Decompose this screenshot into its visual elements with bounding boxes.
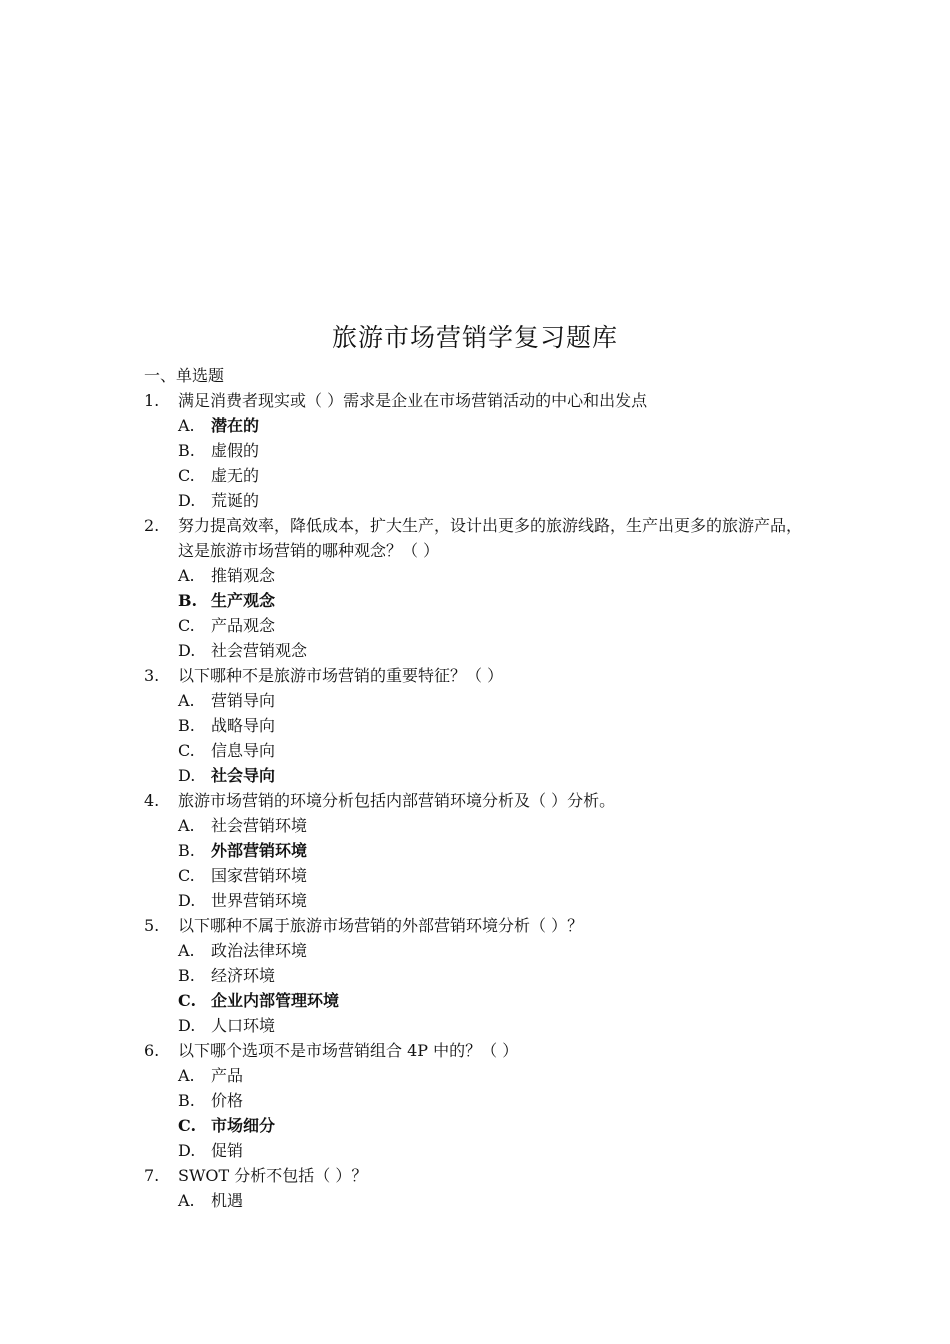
- option-letter: C.: [178, 1116, 197, 1135]
- option-letter: D.: [178, 766, 196, 785]
- answer-option-correct: [144, 838, 814, 863]
- answer-option: [144, 1013, 814, 1038]
- answer-option: [144, 1088, 814, 1113]
- answer-option: [144, 713, 814, 738]
- question-text: 以下哪种不属于旅游市场营销的外部营销环境分析（ ）？: [178, 916, 584, 935]
- option-text: 机遇: [211, 1191, 244, 1210]
- question-item: [144, 1038, 814, 1063]
- option-letter: C.: [178, 616, 195, 635]
- question-text: 旅游市场营销的环境分析包括内部营销环境分析及（ ）分析。: [178, 791, 616, 810]
- option-letter: D.: [178, 1141, 196, 1160]
- option-text: 政治法律环境: [211, 941, 308, 960]
- question-item: [144, 788, 814, 813]
- question-text: 满足消费者现实或（ ）需求是企业在市场营销活动的中心和出发点: [178, 391, 648, 410]
- option-letter: D.: [178, 641, 196, 660]
- option-text: 产品: [211, 1066, 244, 1085]
- option-text: 企业内部管理环境: [211, 991, 340, 1010]
- question-text: 努力提高效率，降低成本，扩大生产，设计出更多的旅游线路，生产出更多的旅游产品，这是旅游市场营销的哪种观念？（ ）: [178, 516, 803, 560]
- option-text: 荒诞的: [211, 491, 260, 510]
- option-letter: C.: [178, 991, 197, 1010]
- question-number: 6.: [144, 1041, 160, 1060]
- option-text: 促销: [211, 1141, 244, 1160]
- option-letter: C.: [178, 741, 195, 760]
- answer-option: [144, 1138, 814, 1163]
- answer-option: [144, 563, 814, 588]
- option-letter: D.: [178, 491, 196, 510]
- option-letter: B.: [178, 716, 195, 735]
- option-letter: A.: [178, 816, 195, 835]
- answer-option: [144, 688, 814, 713]
- answer-option-correct: [144, 763, 814, 788]
- option-text: 推销观念: [211, 566, 276, 585]
- option-letter: B.: [178, 966, 195, 985]
- answer-option: [144, 738, 814, 763]
- option-text: 社会营销观念: [211, 641, 308, 660]
- answer-option: [144, 613, 814, 638]
- option-letter: D.: [178, 891, 196, 910]
- question-list: [144, 363, 814, 1213]
- option-text: 信息导向: [211, 741, 276, 760]
- option-text: 经济环境: [211, 966, 276, 985]
- option-letter: A.: [178, 1066, 195, 1085]
- option-text: 世界营销环境: [211, 891, 308, 910]
- answer-option-correct: [144, 1113, 814, 1138]
- option-letter: B.: [178, 441, 195, 460]
- answer-option: [144, 463, 814, 488]
- answer-option: [144, 813, 814, 838]
- option-letter: B.: [178, 841, 195, 860]
- answer-option-correct: [144, 988, 814, 1013]
- answer-option: [144, 638, 814, 663]
- question-text: 以下哪种不是旅游市场营销的重要特征？（ ）: [178, 666, 504, 685]
- option-text: 战略导向: [211, 716, 276, 735]
- option-text: 市场细分: [211, 1116, 276, 1135]
- question-item: [144, 663, 814, 688]
- option-text: 社会营销环境: [211, 816, 308, 835]
- question-number: 2.: [144, 516, 160, 535]
- answer-option-correct: [144, 588, 814, 613]
- option-text: 虚无的: [211, 466, 260, 485]
- answer-option: [144, 863, 814, 888]
- option-text: 营销导向: [211, 691, 276, 710]
- answer-option: [144, 888, 814, 913]
- question-number: 4.: [144, 791, 160, 810]
- answer-option: [144, 1063, 814, 1088]
- question-item: [144, 513, 814, 563]
- option-text: 价格: [211, 1091, 244, 1110]
- option-letter: A.: [178, 941, 195, 960]
- question-item: [144, 1163, 814, 1188]
- option-text: 人口环境: [211, 1016, 276, 1035]
- option-letter: D.: [178, 1016, 196, 1035]
- option-text: 社会导向: [211, 766, 276, 785]
- question-number: 3.: [144, 666, 160, 685]
- question-text: 以下哪个选项不是市场营销组合 4P 中的？（ ）: [178, 1041, 519, 1060]
- answer-option: [144, 1188, 814, 1213]
- answer-option: [144, 488, 814, 513]
- option-letter: A.: [178, 416, 195, 435]
- question-number: 7.: [144, 1166, 160, 1185]
- answer-option: [144, 938, 814, 963]
- option-letter: C.: [178, 466, 195, 485]
- question-item: [144, 388, 814, 413]
- option-letter: A.: [178, 1191, 195, 1210]
- questions-container: [144, 388, 814, 1213]
- option-letter: A.: [178, 566, 195, 585]
- option-letter: B.: [178, 1091, 195, 1110]
- question-text: SWOT 分析不包括（ ）？: [178, 1166, 368, 1185]
- answer-option-correct: [144, 413, 814, 438]
- option-text: 国家营销环境: [211, 866, 308, 885]
- question-number: 1.: [144, 391, 160, 410]
- question-number: 5.: [144, 916, 160, 935]
- question-item: [144, 913, 814, 938]
- section-heading: 一、单选题: [144, 366, 225, 385]
- option-text: 虚假的: [211, 441, 260, 460]
- option-text: 产品观念: [211, 616, 276, 635]
- option-text: 潜在的: [211, 416, 260, 435]
- document-title: 旅游市场营销学复习题库: [331, 323, 618, 352]
- option-letter: B.: [178, 591, 198, 610]
- answer-option: [144, 438, 814, 463]
- option-text: 外部营销环境: [211, 841, 308, 860]
- option-text: 生产观念: [211, 591, 276, 610]
- option-letter: C.: [178, 866, 195, 885]
- option-letter: A.: [178, 691, 195, 710]
- answer-option: [144, 963, 814, 988]
